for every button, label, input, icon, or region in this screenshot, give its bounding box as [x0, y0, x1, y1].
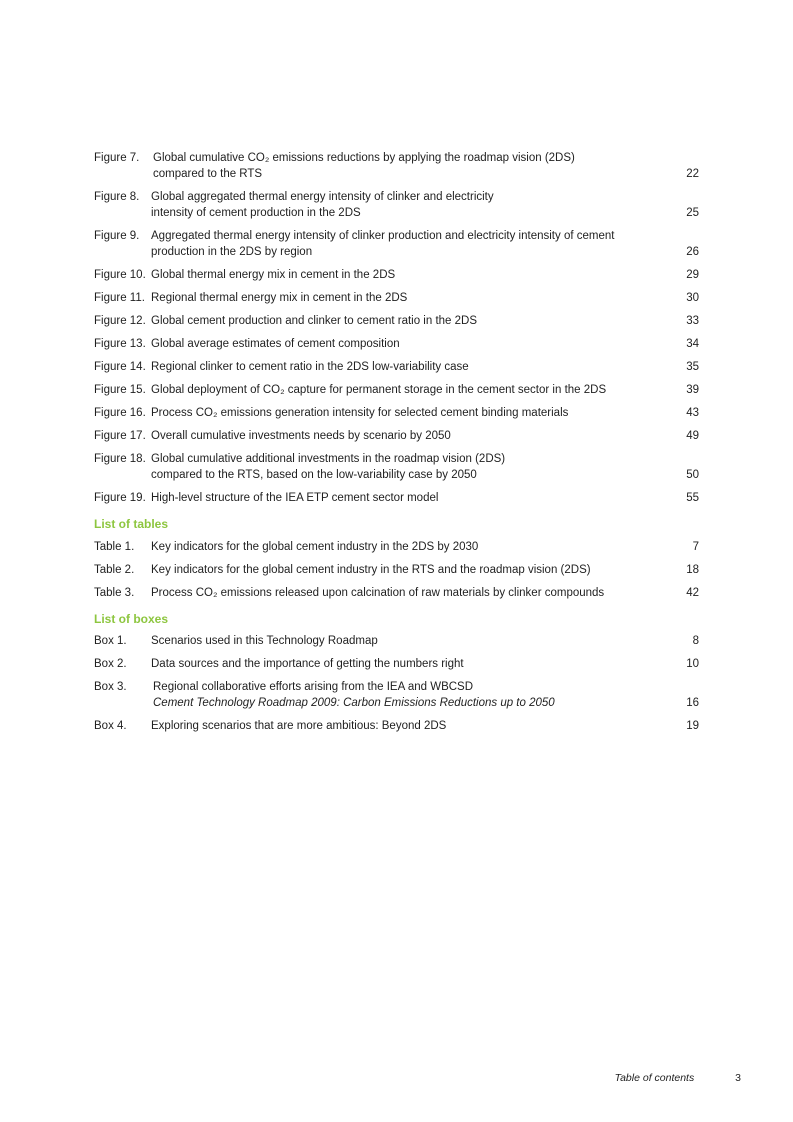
entry-line: Scenarios used in this Technology Roadmap	[151, 635, 378, 647]
toc-entry-figure-14[interactable]	[94, 359, 699, 375]
entry-label: Figure 19.	[94, 492, 146, 504]
entry-page: 33	[686, 315, 699, 327]
toc-entry-figure-7[interactable]	[94, 150, 699, 182]
entry-label: Figure 11.	[94, 292, 145, 304]
toc-entry-figure-15[interactable]	[94, 382, 699, 398]
page-footer	[615, 1072, 741, 1084]
entry-line: production in the 2DS by region	[151, 246, 313, 258]
toc-entry-table-1[interactable]	[94, 539, 699, 555]
entry-page: 18	[686, 564, 699, 576]
entry-label: Figure 10.	[94, 269, 146, 281]
toc-entry-figure-8[interactable]	[94, 189, 699, 221]
entry-label: Figure 15.	[94, 384, 146, 396]
entry-page: 25	[686, 207, 699, 219]
toc-entry-table-3[interactable]	[94, 585, 699, 601]
toc-entry-figure-16[interactable]	[94, 405, 699, 421]
entry-line: Global average estimates of cement composition	[151, 338, 400, 350]
entry-label: Box 1.	[94, 635, 127, 647]
toc-entry-figure-17[interactable]	[94, 428, 699, 444]
toc-entry-figure-18[interactable]	[94, 451, 699, 483]
entry-page: 22	[686, 168, 699, 180]
entry-line: Global aggregated thermal energy intensity of clinker and electricity	[151, 191, 494, 203]
toc-entry-figure-19[interactable]	[94, 490, 699, 506]
entry-line: Regional collaborative efforts arising from the IEA and WBCSD	[153, 681, 474, 693]
entry-page: 8	[692, 635, 699, 647]
entry-line: Key indicators for the global cement industry in the RTS and the roadmap vision (2DS)	[151, 564, 591, 576]
entry-label: Figure 7.	[94, 152, 140, 164]
entry-line: Key indicators for the global cement industry in the 2DS by 2030	[151, 541, 479, 553]
entry-label: Box 3.	[94, 681, 127, 693]
footer-title: Table of contents	[614, 1072, 695, 1084]
entry-line: Data sources and the importance of getting the numbers right	[151, 658, 464, 670]
entry-page: 7	[692, 541, 699, 553]
entry-line: Regional thermal energy mix in cement in the 2DS	[151, 292, 408, 304]
toc-entry-box-3[interactable]	[94, 679, 699, 711]
entry-page: 29	[686, 269, 699, 281]
entry-line: Global cumulative CO₂ emissions reductions by applying the roadmap vision (2DS)	[153, 152, 575, 164]
entry-line-italic: Cement Technology Roadmap 2009: Carbon Emissions Reductions up to 2050	[153, 697, 555, 709]
toc-entry-figure-11[interactable]	[94, 290, 699, 306]
entry-page: 10	[686, 658, 699, 670]
entry-label: Figure 13.	[94, 338, 146, 350]
entry-page: 43	[686, 407, 699, 419]
entry-page: 49	[686, 430, 699, 442]
entry-page: 26	[686, 246, 699, 258]
toc-entry-figure-10[interactable]	[94, 267, 699, 283]
entry-line: Global cumulative additional investments in the roadmap vision (2DS)	[151, 453, 506, 465]
entry-label: Box 2.	[94, 658, 127, 670]
entry-label: Figure 18.	[94, 453, 146, 465]
entry-page: 39	[686, 384, 699, 396]
entry-line: Process CO₂ emissions generation intensity for selected cement binding materials	[151, 407, 569, 419]
entry-line: Regional clinker to cement ratio in the 2DS low-variability case	[151, 361, 469, 373]
page-number: 3	[735, 1072, 741, 1084]
entry-label: Table 2.	[94, 564, 135, 576]
entry-line: Global thermal energy mix in cement in the 2DS	[151, 269, 396, 281]
list-of-tables-heading: List of tables	[94, 517, 169, 531]
entry-label: Figure 14.	[94, 361, 146, 373]
table-of-contents	[94, 150, 699, 734]
entry-label: Figure 17.	[94, 430, 146, 442]
entry-page: 16	[686, 697, 699, 709]
toc-entry-box-2[interactable]	[94, 656, 699, 672]
entry-page: 30	[686, 292, 699, 304]
entry-page: 50	[686, 469, 699, 481]
entry-line: intensity of cement production in the 2DS	[151, 207, 361, 219]
toc-entry-figure-12[interactable]	[94, 313, 699, 329]
entry-line: Overall cumulative investments needs by scenario by 2050	[151, 430, 451, 442]
entry-label: Figure 9.	[94, 230, 140, 242]
entry-page: 42	[686, 587, 699, 599]
list-of-boxes-heading: List of boxes	[94, 612, 169, 626]
entry-label: Figure 16.	[94, 407, 146, 419]
toc-entry-box-4[interactable]	[94, 718, 699, 734]
entry-line: Process CO₂ emissions released upon calcination of raw materials by clinker compounds	[151, 587, 605, 599]
entry-line: compared to the RTS	[153, 168, 263, 180]
entry-label: Table 3.	[94, 587, 135, 599]
toc-entry-figure-13[interactable]	[94, 336, 699, 352]
entry-line: compared to the RTS, based on the low-variability case by 2050	[151, 469, 477, 481]
entry-line: Global deployment of CO₂ capture for permanent storage in the cement sector in the 2DS	[151, 384, 607, 396]
entry-line: Global cement production and clinker to cement ratio in the 2DS	[151, 315, 478, 327]
toc-entry-box-1[interactable]	[94, 633, 699, 649]
entry-page: 55	[686, 492, 699, 504]
entry-label: Table 1.	[94, 541, 135, 553]
entry-page: 19	[686, 720, 699, 732]
entry-line: Aggregated thermal energy intensity of clinker production and electricity intensity of cement	[151, 230, 615, 242]
entry-page: 35	[686, 361, 699, 373]
toc-entry-figure-9[interactable]	[94, 228, 699, 260]
entry-page: 34	[686, 338, 699, 350]
entry-label: Box 4.	[94, 720, 127, 732]
toc-entry-table-2[interactable]	[94, 562, 699, 578]
entry-line: Exploring scenarios that are more ambitious: Beyond 2DS	[151, 720, 447, 732]
entry-line: High-level structure of the IEA ETP cement sector model	[151, 492, 439, 504]
entry-label: Figure 12.	[94, 315, 146, 327]
entry-label: Figure 8.	[94, 191, 140, 203]
